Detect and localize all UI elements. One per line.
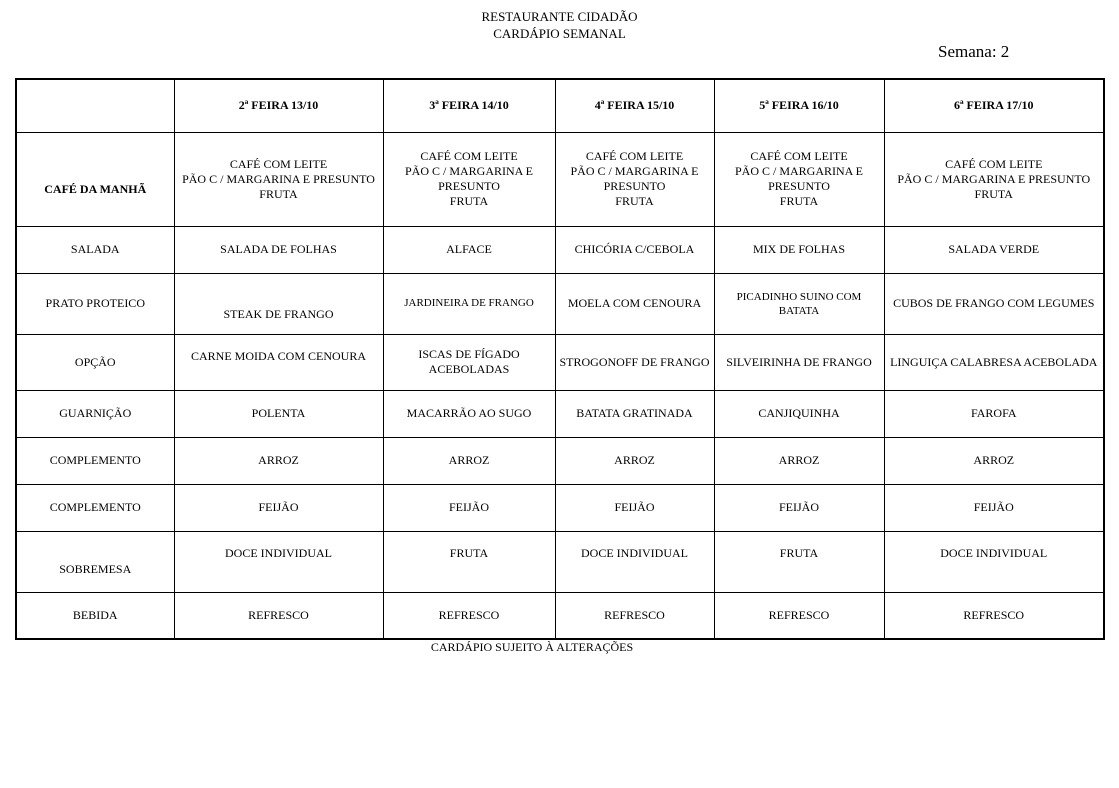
menu-cell: PICADINHO SUINO COM BATATA (714, 273, 884, 334)
menu-cell: CAFÉ COM LEITE PÃO C / MARGARINA E PRESUNTO FRUTA (714, 132, 884, 226)
menu-cell: STROGONOFF DE FRANGO (555, 334, 714, 390)
menu-cell: JARDINEIRA DE FRANGO (383, 273, 555, 334)
menu-cell: REFRESCO (714, 592, 884, 639)
menu-cell: SALADA VERDE (884, 226, 1104, 273)
menu-cell: ARROZ (174, 437, 383, 484)
day-header-mon: 2ª FEIRA 13/10 (174, 79, 383, 132)
menu-cell: DOCE INDIVIDUAL (174, 531, 383, 592)
table-row (16, 437, 1104, 484)
table-row (16, 390, 1104, 437)
table-row (16, 226, 1104, 273)
menu-cell: REFRESCO (174, 592, 383, 639)
table-row (16, 484, 1104, 531)
menu-cell: DOCE INDIVIDUAL (884, 531, 1104, 592)
row-label-dessert: SOBREMESA (16, 531, 174, 592)
menu-cell: CUBOS DE FRANGO COM LEGUMES (884, 273, 1104, 334)
disclaimer-footer: CARDÁPIO SUJEITO À ALTERAÇÕES (430, 640, 634, 654)
menu-cell: REFRESCO (383, 592, 555, 639)
menu-cell: BATATA GRATINADA (555, 390, 714, 437)
day-header-tue: 3ª FEIRA 14/10 (383, 79, 555, 132)
row-label-salad: SALADA (16, 226, 174, 273)
menu-cell: CAFÉ COM LEITE PÃO C / MARGARINA E PRESUNTO FRUTA (383, 132, 555, 226)
menu-cell: LINGUIÇA CALABRESA ACEBOLADA (884, 334, 1104, 390)
menu-cell: POLENTA (174, 390, 383, 437)
day-header-thu: 5ª FEIRA 16/10 (714, 79, 884, 132)
menu-cell: FAROFA (884, 390, 1104, 437)
row-label-drink: BEBIDA (16, 592, 174, 639)
row-label-protein: PRATO PROTEICO (16, 273, 174, 334)
menu-cell: FRUTA (714, 531, 884, 592)
menu-cell: FEIJÃO (884, 484, 1104, 531)
menu-cell: ALFACE (383, 226, 555, 273)
menu-cell: REFRESCO (555, 592, 714, 639)
menu-cell: CAFÉ COM LEITE PÃO C / MARGARINA E PRESUNTO FRUTA (555, 132, 714, 226)
table-row (16, 334, 1104, 390)
menu-cell: FEIJÃO (174, 484, 383, 531)
row-label-option: OPÇÃO (16, 334, 174, 390)
menu-title: CARDÁPIO SEMANAL (493, 26, 626, 41)
menu-cell: FEIJÃO (555, 484, 714, 531)
day-header-fri: 6ª FEIRA 17/10 (884, 79, 1104, 132)
menu-cell: REFRESCO (884, 592, 1104, 639)
menu-cell: MOELA COM CENOURA (555, 273, 714, 334)
table-row (16, 592, 1104, 639)
row-label-complement: COMPLEMENTO (16, 484, 174, 531)
table-row (16, 273, 1104, 334)
header-row (16, 79, 1104, 132)
menu-cell: CAFÉ COM LEITE PÃO C / MARGARINA E PRESUNTO FRUTA (884, 132, 1104, 226)
row-label-breakfast: CAFÉ DA MANHÃ (16, 132, 174, 226)
menu-cell: CANJIQUINHA (714, 390, 884, 437)
weekly-menu-table (15, 78, 1105, 640)
menu-cell: ARROZ (555, 437, 714, 484)
table-row (16, 531, 1104, 592)
row-label-complement: COMPLEMENTO (16, 437, 174, 484)
menu-cell: FRUTA (383, 531, 555, 592)
menu-cell: ARROZ (383, 437, 555, 484)
menu-cell: CARNE MOIDA COM CENOURA (174, 334, 383, 390)
row-label-side: GUARNIÇÃO (16, 390, 174, 437)
table-row (16, 132, 1104, 226)
menu-cell: CHICÓRIA C/CEBOLA (555, 226, 714, 273)
menu-cell: FEIJÃO (383, 484, 555, 531)
menu-cell: MIX DE FOLHAS (714, 226, 884, 273)
corner-cell (16, 79, 174, 132)
week-label: Semana: 2 (938, 42, 1010, 61)
menu-cell: MACARRÃO AO SUGO (383, 390, 555, 437)
menu-cell: SILVEIRINHA DE FRANGO (714, 334, 884, 390)
menu-cell: DOCE INDIVIDUAL (555, 531, 714, 592)
menu-cell: SALADA DE FOLHAS (174, 226, 383, 273)
menu-cell: FEIJÃO (714, 484, 884, 531)
menu-cell: STEAK DE FRANGO (174, 273, 383, 334)
menu-cell: ARROZ (884, 437, 1104, 484)
menu-cell: ARROZ (714, 437, 884, 484)
day-header-wed: 4ª FEIRA 15/10 (555, 79, 714, 132)
restaurant-name: RESTAURANTE CIDADÃO (481, 9, 638, 24)
menu-cell: CAFÉ COM LEITE PÃO C / MARGARINA E PRESUNTO FRUTA (174, 132, 383, 226)
menu-cell: ISCAS DE FÍGADO ACEBOLADAS (383, 334, 555, 390)
